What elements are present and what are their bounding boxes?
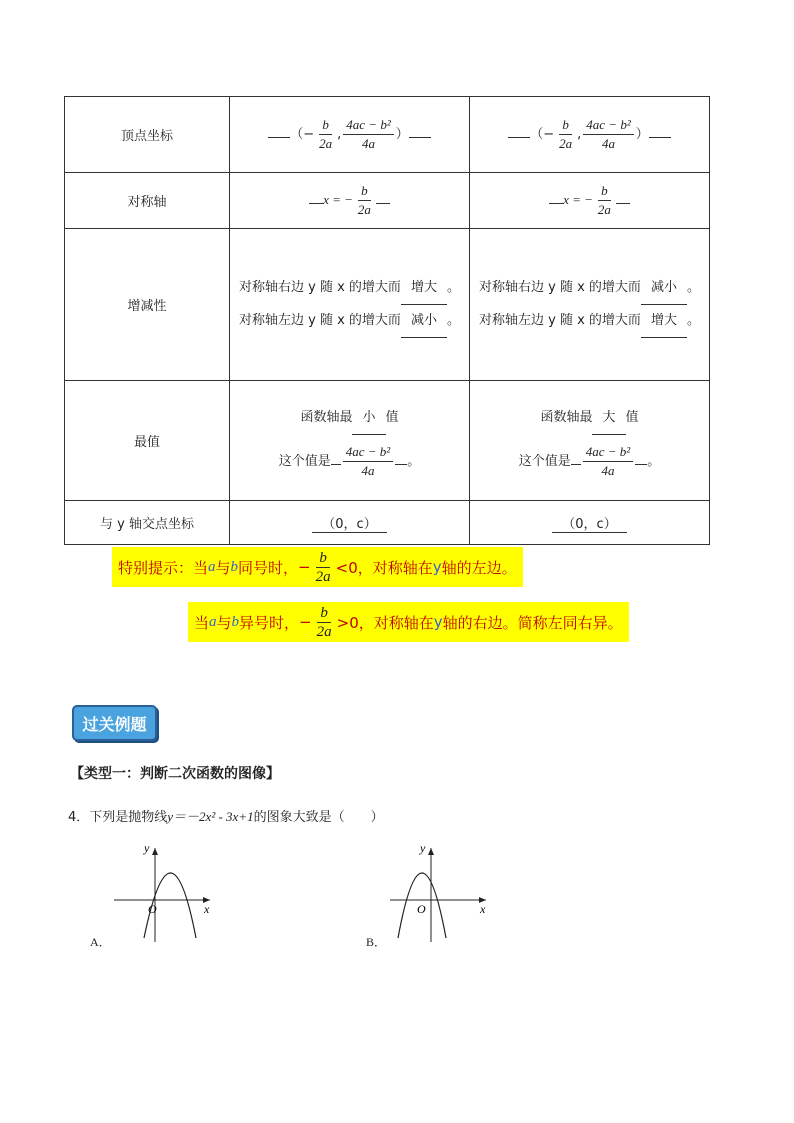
x-axis-label: x bbox=[204, 902, 210, 916]
axis-cell-2: x = − $\frac{b}{2a}$ bbox=[470, 173, 710, 229]
option-a-label[interactable]: A． bbox=[90, 935, 111, 949]
origin-label: O bbox=[417, 902, 426, 916]
origin-label: O bbox=[148, 902, 157, 916]
graph-option-b[interactable] bbox=[384, 838, 494, 948]
y-axis-label: y bbox=[420, 841, 426, 855]
intercept-cell-1: （0，c） bbox=[230, 501, 470, 545]
section-badge: 过关例题 bbox=[72, 705, 157, 741]
row-label-y-intercept: 与 y 轴交点坐标 bbox=[65, 501, 230, 545]
y-axis-label: y bbox=[144, 841, 150, 855]
extremum-cell-2: 函数轴最 大 值 这个值是 $\frac{\text{4ac − b²}}{4a}$ 。 bbox=[470, 381, 710, 501]
monotonicity-cell-2: 对称轴右边 y 随 x 的增大而 减小 。 对称轴左边 y 随 x 的增大而 增大 。 bbox=[470, 229, 710, 381]
question-type-heading: 【类型一：判断二次函数的图像】 bbox=[70, 766, 280, 782]
vertex-cell-2: （− $\frac{b}{2a}$ , $\frac{\text{4ac − b²}}{4a}$ ） bbox=[470, 97, 710, 173]
vertex-cell-1: （− $\frac{b}{2a}$ , $\frac{\text{4ac − b²}}{4a}$ ） bbox=[230, 97, 470, 173]
row-label-vertex: 顶点坐标 bbox=[65, 97, 230, 173]
axis-cell-1: x = − $\frac{b}{2a}$ bbox=[230, 173, 470, 229]
graph-option-a[interactable] bbox=[108, 838, 218, 948]
row-label-axis: 对称轴 bbox=[65, 173, 230, 229]
hint-line-1: 特别提示：当 a 与 b 同号时， − $\frac{b}{2a}$ <0，对称轴在 y 轴的左边。 bbox=[112, 547, 523, 587]
option-b-label[interactable]: B． bbox=[366, 935, 387, 949]
properties-table bbox=[64, 96, 710, 545]
question-4: 4．下列是抛物线y＝－2x² - 3x+1的图象大致是（ ） bbox=[68, 809, 384, 825]
row-label-extremum: 最值 bbox=[65, 381, 230, 501]
monotonicity-cell-1: 对称轴右边 y 随 x 的增大而 增大 。 对称轴左边 y 随 x 的增大而 减小 。 bbox=[230, 229, 470, 381]
row-label-monotonicity: 增减性 bbox=[65, 229, 230, 381]
intercept-cell-2: （0，c） bbox=[470, 501, 710, 545]
hint-line-2: 当 a 与 b 异号时， − $\frac{b}{2a}$ >0，对称轴在 y 轴的右边。简称左同右异。 bbox=[188, 602, 629, 642]
extremum-cell-1: 函数轴最 小 值 这个值是 $\frac{\text{4ac − b²}}{4a}$ 。 bbox=[230, 381, 470, 501]
x-axis-label: x bbox=[480, 902, 486, 916]
